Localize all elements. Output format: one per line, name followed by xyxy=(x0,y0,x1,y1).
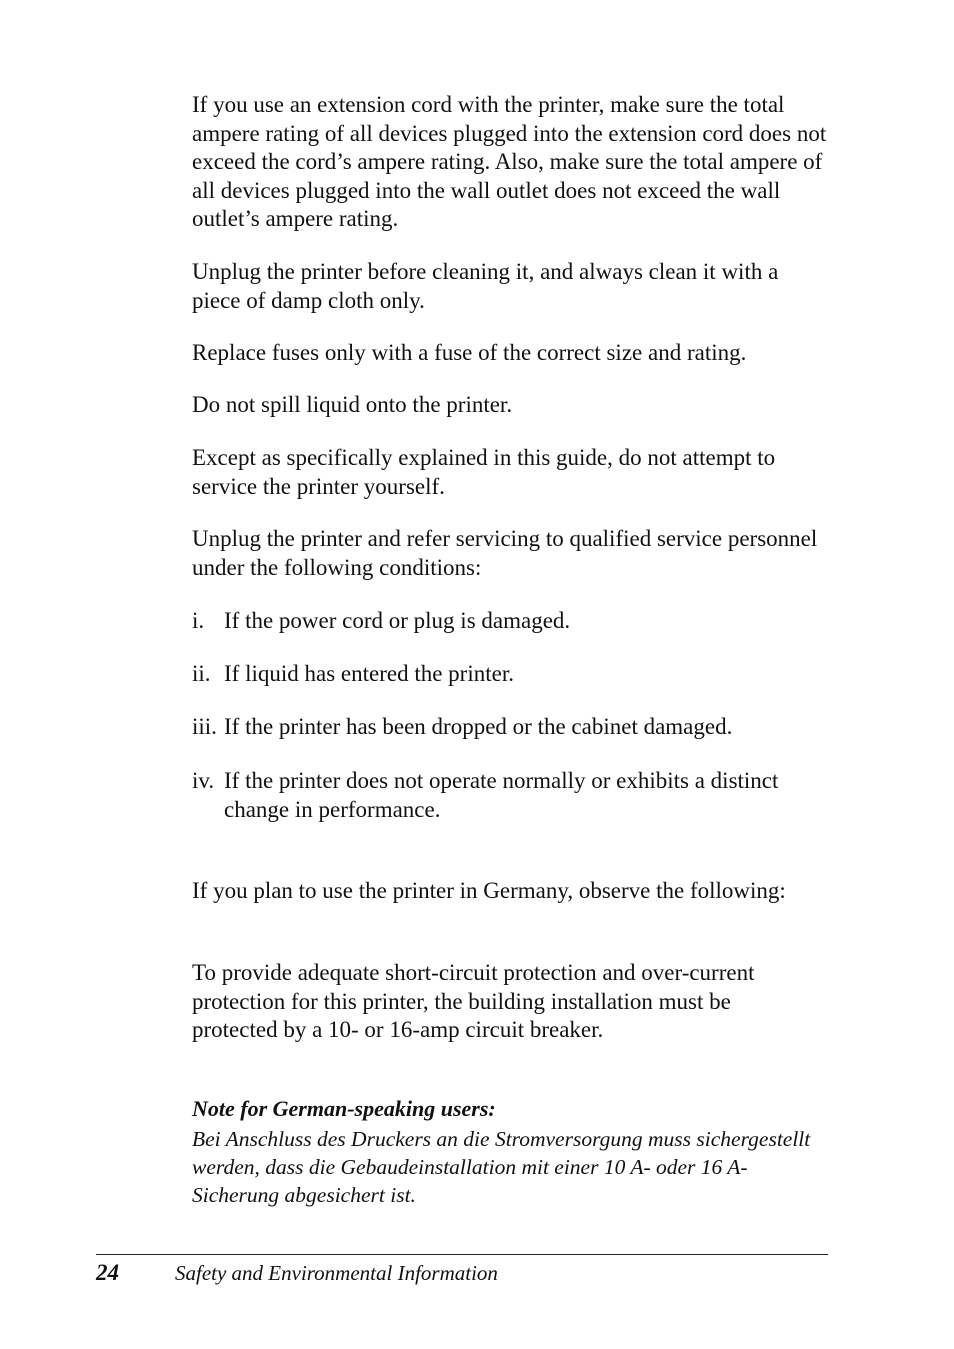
list-item xyxy=(192,607,828,636)
fuses-paragraph: Replace fuses only with a fuse of the correct size and rating. xyxy=(192,340,747,365)
list-item-text: If liquid has entered the printer. xyxy=(224,661,514,686)
service-paragraph: Except as specifically explained in this guide, do not attempt to service the printer yourself. xyxy=(192,445,776,499)
germany-intro-paragraph: If you plan to use the printer in Germany, observe the following: xyxy=(192,878,786,903)
list-item-number: iv. xyxy=(192,768,215,793)
circuit-protection-paragraph: To provide adequate short-circuit protection and over-current protection for this printer, the building installation must be protected by a 10- or 16-amp circuit breaker. xyxy=(192,960,755,1042)
note-heading: Note for German-speaking users: xyxy=(192,1096,496,1121)
servicing-conditions-paragraph: Unplug the printer and refer servicing to qualified service personnel under the following conditions: xyxy=(192,526,818,580)
running-title: Safety and Environmental Information xyxy=(175,1261,498,1285)
extension-cord-paragraph: If you use an extension cord with the printer, make sure the total ampere rating of all devices plugged into the extension cord does not exceed the cord’s ampere rating. Also, make sure the total ampere of all devices plugged into the wall outlet does not exceed the wall outlet’s ampere rating. xyxy=(192,92,827,231)
list-item-number: iii. xyxy=(192,714,217,739)
list-item-text: If the printer does not operate normally or exhibits a distinct change in performance. xyxy=(224,768,779,822)
cleaning-paragraph: Unplug the printer before cleaning it, and always clean it with a piece of damp cloth only. xyxy=(192,259,779,313)
list-item-number: i. xyxy=(192,608,205,633)
note-body: Bei Anschluss des Druckers an die Stromversorgung muss sichergestellt werden, dass die Gebaudeinstallation mit einer 10 A- oder 16 A-Sicherung abgesichert ist. xyxy=(192,1127,811,1207)
list-item xyxy=(192,767,792,824)
liquid-paragraph: Do not spill liquid onto the printer. xyxy=(192,392,513,417)
list-item xyxy=(192,660,828,689)
list-item xyxy=(192,713,828,742)
footer-rule xyxy=(96,1254,828,1255)
list-item-text: If the power cord or plug is damaged. xyxy=(224,608,571,633)
page-number: 24 xyxy=(96,1260,119,1285)
list-item-text: If the printer has been dropped or the cabinet damaged. xyxy=(224,714,733,739)
list-item-number: ii. xyxy=(192,661,211,686)
